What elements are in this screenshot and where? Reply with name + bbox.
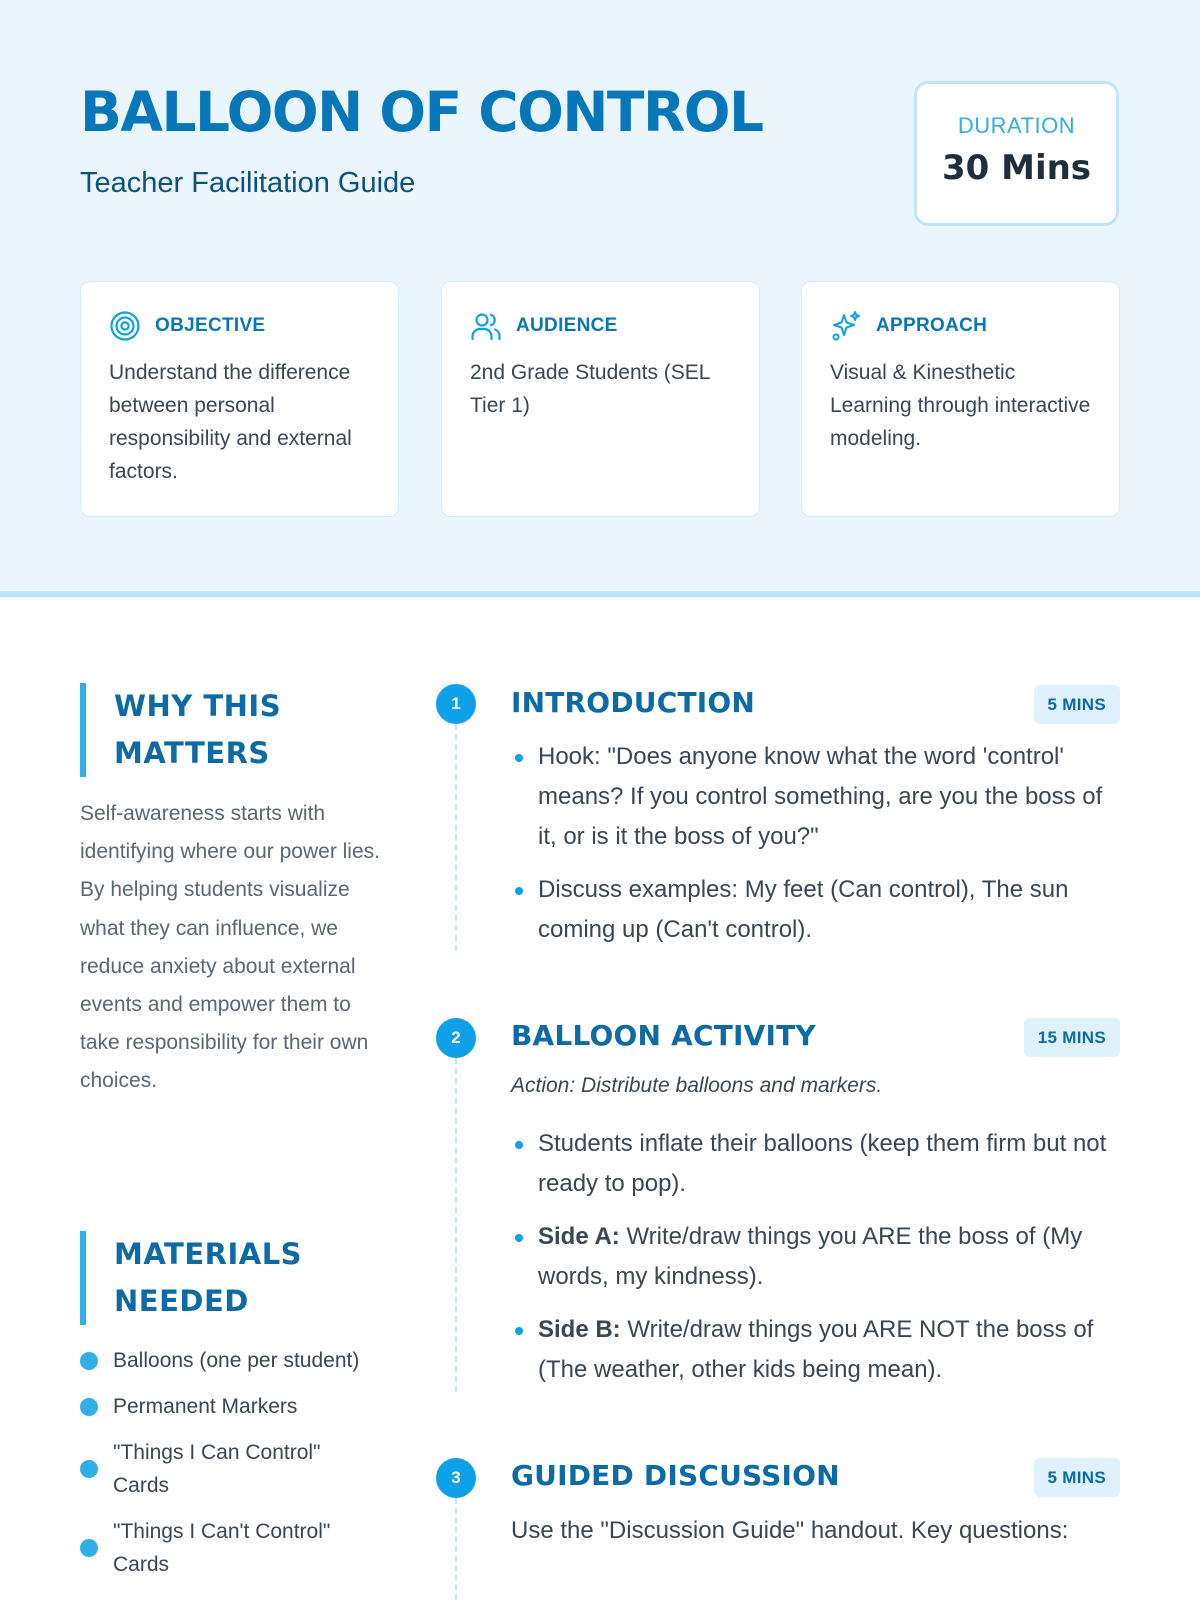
materials-list	[80, 1344, 380, 1594]
list-item: Side A: Write/draw things you ARE the boss of (My words, my kindness).	[511, 1217, 1123, 1297]
audience-text: 2nd Grade Students (SEL Tier 1)	[470, 361, 710, 417]
list-item: Students inflate their balloons (keep them firm but not ready to pop).	[511, 1124, 1123, 1204]
list-item: Hook: "Does anyone know what the word 'control' means? If you control something, are you the boss of it, or is it the boss of you?"	[511, 737, 1123, 857]
timeline-connector	[455, 1498, 457, 1600]
timeline-connector	[455, 1058, 457, 1392]
bullet-dot	[80, 1352, 98, 1370]
list-item: Discuss examples: My feet (Can control), The sun coming up (Can't control).	[511, 870, 1123, 950]
duration-badge: 15 MINS	[1024, 1018, 1120, 1057]
list-item: Balloons (one per student)	[80, 1344, 380, 1377]
bullet-dot	[80, 1398, 98, 1416]
bullet-dot	[80, 1539, 98, 1557]
duration-label: DURATION	[957, 113, 1076, 138]
step-number: 3	[436, 1458, 476, 1498]
bullet-dot	[515, 887, 523, 895]
step-title: BALLOON ACTIVITY	[511, 1019, 816, 1052]
bullet-dot	[515, 1234, 523, 1242]
why-heading: WHY THIS MATTERS	[80, 683, 380, 777]
step-bullets	[511, 1124, 1123, 1403]
step-title: GUIDED DISCUSSION	[511, 1459, 840, 1492]
duration-badge: 5 MINS	[1034, 685, 1120, 724]
audience-card	[441, 281, 760, 517]
bullet-dot	[515, 1327, 523, 1335]
audience-label: AUDIENCE	[516, 315, 618, 336]
list-item: "Things I Can't Control" Cards	[80, 1515, 380, 1581]
page-title: BALLOON OF CONTROL	[80, 80, 763, 144]
step-number: 2	[436, 1018, 476, 1058]
duration-value: 30 Mins	[941, 148, 1092, 188]
list-item: "Things I Can Control" Cards	[80, 1436, 380, 1502]
users-icon	[470, 310, 502, 342]
target-icon	[109, 310, 141, 342]
duration-box	[914, 81, 1119, 226]
objective-text: Understand the difference between personal responsibility and external factors.	[109, 361, 352, 483]
duration-badge: 5 MINS	[1034, 1458, 1120, 1497]
step-number: 1	[436, 684, 476, 724]
step-bullets	[511, 737, 1123, 963]
timeline-connector	[455, 724, 457, 951]
objective-card	[80, 281, 399, 517]
why-text: Self-awareness starts with identifying where our power lies. By helping students visualize what they can influence, we reduce anxiety about external events and empower them to take responsibility for their own choices.	[80, 802, 380, 1093]
step-text: Use the "Discussion Guide" handout. Key questions:	[511, 1517, 1069, 1544]
bullet-dot	[80, 1460, 98, 1478]
step-action: Action: Distribute balloons and markers.	[511, 1074, 883, 1097]
sparkles-icon	[830, 310, 862, 342]
approach-label: APPROACH	[876, 315, 988, 336]
approach-card	[801, 281, 1120, 517]
step-title: INTRODUCTION	[511, 686, 755, 719]
materials-heading: MATERIALS NEEDED	[80, 1231, 380, 1325]
list-item: Side B: Write/draw things you ARE NOT the boss of (The weather, other kids being mean).	[511, 1310, 1123, 1390]
page-subtitle: Teacher Facilitation Guide	[80, 167, 416, 199]
list-item: Permanent Markers	[80, 1390, 380, 1423]
bullet-dot	[515, 1141, 523, 1149]
bullet-dot	[515, 754, 523, 762]
approach-text: Visual & Kinesthetic Learning through interactive modeling.	[830, 361, 1091, 450]
objective-label: OBJECTIVE	[155, 315, 266, 336]
